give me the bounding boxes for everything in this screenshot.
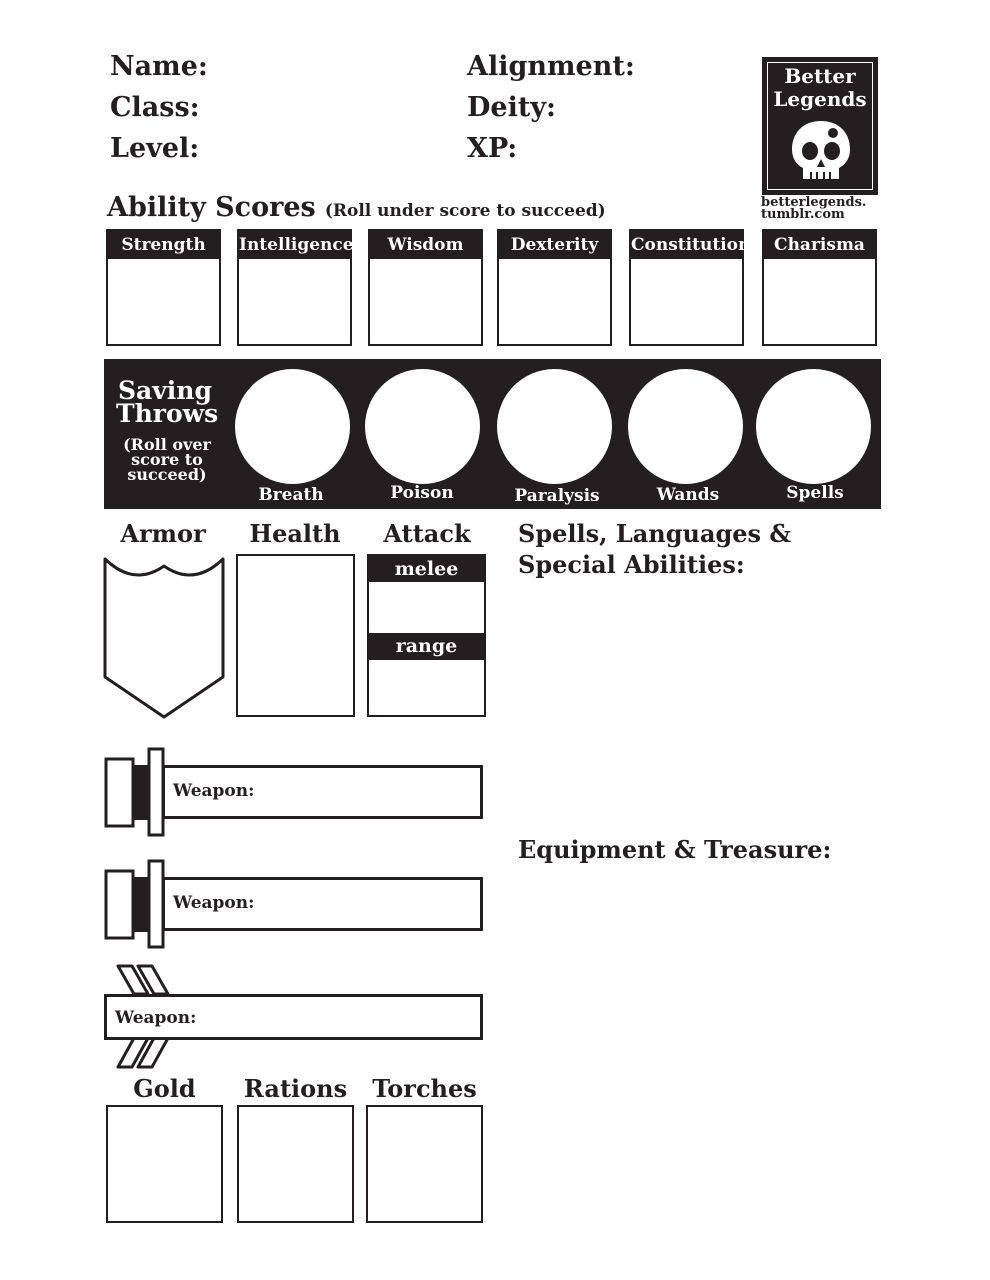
logo: [762, 57, 878, 195]
ability-box-strength[interactable]: [106, 229, 221, 346]
gold-box[interactable]: [106, 1105, 223, 1223]
health-label: Health: [249, 519, 341, 548]
level-label: Level:: [110, 133, 200, 164]
save-label-poison: Poison: [390, 483, 454, 503]
rations-label: Rations: [243, 1074, 348, 1103]
range-label: range: [369, 633, 484, 660]
weapon-field-1[interactable]: Weapon:: [162, 765, 483, 819]
logo-title-line2: Legends: [773, 87, 867, 111]
torches-box[interactable]: [366, 1105, 483, 1223]
ability-box-wisdom[interactable]: [368, 229, 483, 346]
ability-label: Strength: [108, 231, 219, 259]
range-field[interactable]: [369, 660, 484, 715]
torches-label: Torches: [372, 1074, 477, 1103]
logo-title-line1: Better: [784, 64, 856, 88]
spells-languages-label-line1: Spells, Languages &: [518, 519, 792, 548]
class-label: Class:: [110, 92, 200, 123]
save-label-spells: Spells: [786, 483, 844, 503]
health-box[interactable]: [236, 554, 355, 717]
attack-label: Attack: [383, 519, 471, 548]
ability-label: Wisdom: [370, 231, 481, 259]
logo-url-line1: betterlegends.: [761, 195, 867, 210]
sword-hilt-icon: [104, 746, 168, 838]
save-circle-poison[interactable]: [365, 369, 480, 484]
save-circle-breath[interactable]: [235, 369, 350, 484]
saving-throws-hint-line2: score to: [131, 450, 203, 469]
equipment-treasure-area[interactable]: [518, 870, 878, 1230]
alignment-label: Alignment:: [467, 51, 635, 82]
weapon-field-3[interactable]: Weapon:: [104, 994, 483, 1040]
save-label-breath: Breath: [258, 485, 324, 505]
save-circle-paralysis[interactable]: [497, 369, 612, 484]
melee-label: melee: [369, 556, 484, 582]
weapon-field-2[interactable]: Weapon:: [162, 877, 483, 931]
ability-label: Charisma: [764, 231, 875, 259]
name-label: Name:: [110, 51, 208, 82]
ability-scores-heading: [107, 192, 606, 223]
ability-label: Intelligence: [239, 231, 350, 259]
gold-label: Gold: [133, 1074, 196, 1103]
ability-box-charisma[interactable]: [762, 229, 877, 346]
armor-label: Armor: [120, 519, 206, 548]
ability-scores-title: Ability Scores: [107, 192, 316, 223]
save-label-paralysis: Paralysis: [514, 486, 600, 506]
skull-icon: [786, 117, 856, 187]
save-label-wands: Wands: [656, 485, 720, 505]
equipment-treasure-label: Equipment & Treasure:: [518, 835, 832, 864]
spells-languages-area[interactable]: [518, 585, 878, 830]
xp-label: XP:: [467, 133, 518, 164]
sword-hilt-icon: [104, 858, 168, 950]
logo-url-line2: tumblr.com: [761, 207, 845, 222]
armor-shield-icon[interactable]: [102, 555, 226, 721]
ability-label: Constitution: [631, 231, 742, 259]
save-circle-wands[interactable]: [628, 369, 743, 484]
melee-field[interactable]: [369, 582, 484, 633]
deity-label: Deity:: [467, 92, 556, 123]
saving-throws-title-line2: Throws: [116, 399, 219, 428]
save-circle-spells[interactable]: [756, 369, 871, 484]
ability-label: Dexterity: [499, 231, 610, 259]
attack-box: [367, 554, 486, 717]
ability-scores-hint: (Roll under score to succeed): [324, 201, 606, 221]
saving-throws-hint-line1: (Roll over: [123, 435, 211, 454]
saving-throws-title-line1: Saving: [118, 376, 212, 405]
rations-box[interactable]: [237, 1105, 354, 1223]
saving-throws-hint-line3: succeed): [127, 465, 207, 484]
ability-box-dexterity[interactable]: [497, 229, 612, 346]
ability-box-constitution[interactable]: [629, 229, 751, 346]
ability-box-intelligence[interactable]: [237, 229, 352, 346]
spells-languages-label-line2: Special Abilities:: [518, 550, 745, 579]
